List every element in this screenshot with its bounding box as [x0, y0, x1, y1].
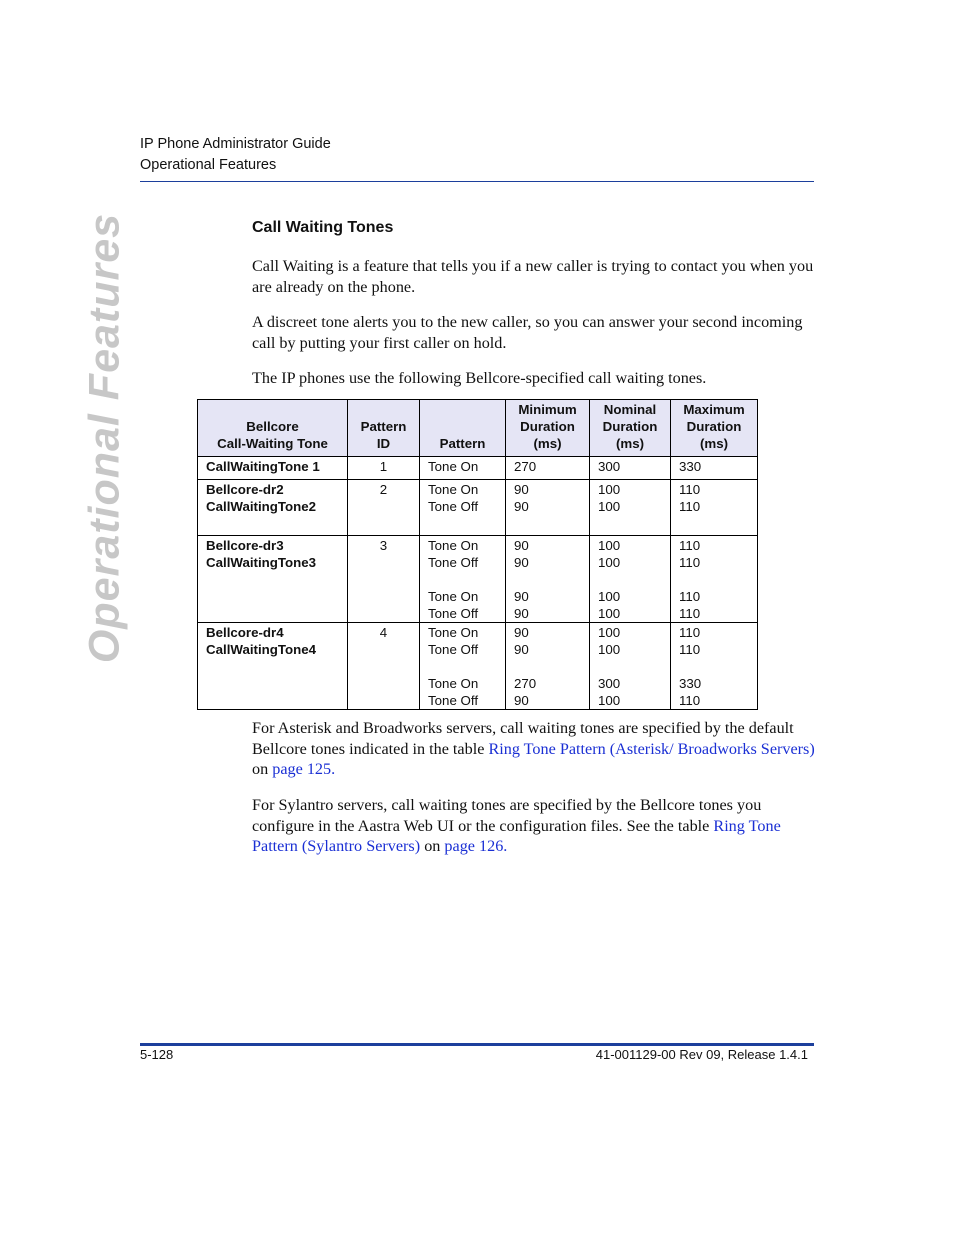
cell-line: 100	[598, 606, 621, 621]
paragraph-table-intro: The IP phones use the following Bellcore-specified call waiting tones.	[252, 369, 707, 387]
cell-line: Bellcore-dr3	[206, 538, 284, 553]
cell-line: CallWaitingTone 1	[206, 459, 320, 474]
cell-nominal-duration	[590, 480, 671, 536]
cell-pattern	[420, 480, 506, 536]
cell-tone-name	[198, 480, 348, 536]
cell-line: 270	[514, 676, 537, 691]
col-header-maximum-duration: Maximum Duration (ms)	[671, 400, 758, 457]
section-heading: Call Waiting Tones	[252, 219, 394, 236]
cell-line: 110	[679, 538, 701, 553]
cell-line: 90	[514, 606, 529, 621]
paragraph-asterisk-broadworks	[252, 718, 817, 780]
cell-pattern-id	[348, 480, 420, 536]
col-header-nominal-duration: Nominal Duration (ms)	[590, 400, 671, 457]
link-page-125[interactable]: page 125.	[272, 760, 336, 778]
table-row	[198, 457, 758, 480]
cell-line: 1	[379, 459, 388, 474]
cell-line	[679, 658, 749, 675]
paragraph-sylantro	[252, 795, 817, 857]
cell-line	[428, 658, 497, 675]
cell-pattern	[420, 623, 506, 710]
cell-line: 100	[598, 538, 621, 553]
cell-line: 100	[598, 499, 621, 514]
cell-minimum-duration	[506, 480, 590, 536]
cell-tone-name	[198, 457, 348, 480]
paragraph-text: For Sylantro servers, call waiting tones are specified by the Bellcore tones you configure in the Aastra Web UI or the configuration files. See the table	[252, 796, 762, 835]
cell-line: CallWaitingTone4	[206, 642, 317, 657]
cell-line: Tone On	[428, 676, 479, 691]
cell-pattern-id	[348, 457, 420, 480]
footer-rule	[140, 1043, 814, 1046]
cell-line: 110	[679, 625, 701, 640]
cell-line: 90	[514, 482, 529, 497]
cell-line: 100	[598, 555, 621, 570]
running-header-chapter: Operational Features	[140, 157, 277, 173]
cell-line: 110	[679, 555, 701, 570]
cell-line	[514, 571, 581, 588]
cell-minimum-duration	[506, 457, 590, 480]
cell-line: 2	[379, 482, 388, 497]
table-row	[198, 623, 758, 710]
cell-nominal-duration	[590, 536, 671, 623]
cell-line	[598, 571, 662, 588]
cell-line: Tone Off	[428, 642, 479, 657]
table-row	[198, 536, 758, 623]
cell-line: Tone Off	[428, 606, 479, 621]
cell-line: 330	[679, 459, 702, 474]
cell-line: Tone On	[428, 589, 479, 604]
cell-line: Bellcore-dr2	[206, 482, 284, 497]
cell-line: 110	[679, 499, 701, 514]
cell-line: 100	[598, 693, 621, 708]
paragraph-text: For Asterisk and Broadworks servers, call waiting tones are specified by the default Bellcore tones indicated in the table	[252, 719, 794, 758]
cell-line: Tone On	[428, 459, 479, 474]
cell-maximum-duration	[671, 457, 758, 480]
col-header-pattern: Pattern	[420, 400, 506, 457]
col-header-minimum-duration: Minimum Duration (ms)	[506, 400, 590, 457]
link-page-126[interactable]: page 126.	[444, 837, 508, 855]
cell-tone-name	[198, 623, 348, 710]
cell-line: 110	[679, 482, 701, 497]
cell-line: 100	[598, 642, 621, 657]
call-waiting-tones-table	[197, 399, 758, 710]
cell-line: 90	[514, 555, 529, 570]
col-header-pattern-id: Pattern ID	[348, 400, 420, 457]
cell-line: Tone On	[428, 482, 479, 497]
col-header-bellcore: Bellcore Call-Waiting Tone	[198, 400, 348, 457]
link-ring-tone-pattern-sylantro[interactable]: Ring Tone Pattern (Sylantro Servers)	[252, 816, 781, 855]
cell-line: 90	[514, 625, 529, 640]
cell-nominal-duration	[590, 623, 671, 710]
cell-minimum-duration	[506, 623, 590, 710]
cell-line: 90	[514, 693, 529, 708]
cell-pattern	[420, 536, 506, 623]
cell-maximum-duration	[671, 623, 758, 710]
cell-line	[514, 658, 581, 675]
cell-line: 110	[679, 693, 701, 708]
cell-line	[679, 571, 749, 588]
cell-tone-name	[198, 536, 348, 623]
paragraph-text: on	[420, 837, 445, 855]
cell-line: 90	[514, 538, 529, 553]
cell-line: Tone Off	[428, 555, 479, 570]
cell-line: 100	[598, 482, 621, 497]
running-header-title: IP Phone Administrator Guide	[140, 136, 331, 152]
cell-maximum-duration	[671, 480, 758, 536]
cell-line: 90	[514, 499, 529, 514]
cell-line: 300	[598, 459, 621, 474]
table-row	[198, 480, 758, 536]
cell-maximum-duration	[671, 536, 758, 623]
cell-line: Tone Off	[428, 499, 479, 514]
cell-line: 3	[379, 538, 388, 553]
cell-line: 300	[598, 676, 621, 691]
paragraph-discreet-tone: A discreet tone alerts you to the new caller, so you can answer your second incoming call by putting your first caller on hold.	[252, 313, 803, 352]
cell-line: 100	[598, 625, 621, 640]
cell-line: 330	[679, 676, 702, 691]
link-ring-tone-pattern-asterisk[interactable]: Ring Tone Pattern (Asterisk/ Broadworks Servers)	[488, 739, 815, 758]
cell-pattern	[420, 457, 506, 480]
paragraph-intro: Call Waiting is a feature that tells you if a new caller is trying to contact you when you are already on the phone.	[252, 257, 814, 296]
cell-line	[428, 571, 497, 588]
table-header-row	[198, 400, 758, 457]
cell-line: CallWaitingTone2	[206, 499, 317, 514]
cell-line: 90	[514, 589, 529, 604]
paragraph-text: on	[252, 760, 273, 778]
cell-line: 110	[679, 606, 701, 621]
side-chapter-title: Operational Features	[80, 212, 129, 664]
cell-line: 110	[679, 642, 701, 657]
page-number: 5-128	[140, 1047, 174, 1062]
cell-pattern-id	[348, 623, 420, 710]
cell-line: Tone On	[428, 625, 479, 640]
cell-minimum-duration	[506, 536, 590, 623]
cell-line: 4	[379, 625, 388, 640]
header-rule	[140, 181, 814, 182]
cell-line: Bellcore-dr4	[206, 625, 284, 640]
cell-line: 110	[679, 589, 701, 604]
cell-line: CallWaitingTone3	[206, 555, 317, 570]
cell-pattern-id	[348, 536, 420, 623]
cell-nominal-duration	[590, 457, 671, 480]
cell-line	[598, 658, 662, 675]
cell-line: Tone On	[428, 538, 479, 553]
cell-line: 270	[514, 459, 537, 474]
document-revision: 41-001129-00 Rev 09, Release 1.4.1	[595, 1047, 808, 1062]
cell-line: 100	[598, 589, 621, 604]
cell-line: 90	[514, 642, 529, 657]
cell-line: Tone Off	[428, 693, 479, 708]
